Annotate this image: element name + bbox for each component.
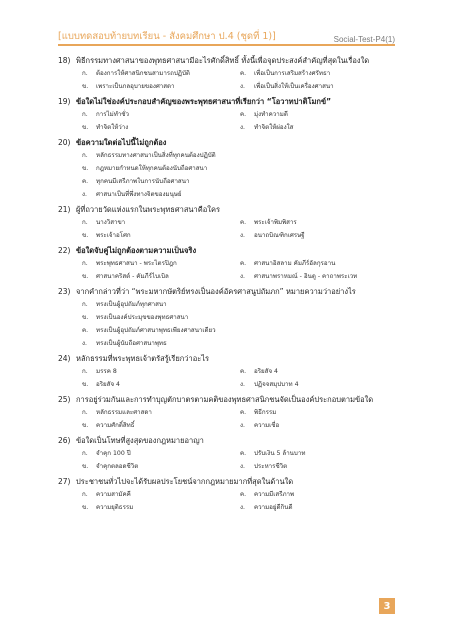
option-letter: ก. [82, 152, 88, 159]
option-letter: ค. [240, 368, 247, 375]
option-text: มรรค 8 [96, 368, 117, 375]
option-text: เพื่อเป็นสิ่งให้เป็นเครื่องศาสนา [254, 83, 334, 90]
answer-option[interactable] [82, 188, 398, 201]
page-header [58, 26, 395, 46]
option-text: นางวิสาขา [96, 219, 126, 226]
option-text: ความอยู่ดีกินดี [254, 504, 293, 511]
option-text: ศาสนาอิสลาม คัมภีร์อัลกุรอาน [254, 260, 336, 267]
question-number: 23) [58, 287, 71, 296]
answer-option[interactable] [240, 460, 398, 473]
option-text: อนาถบิณฑิกเศรษฐี [254, 232, 305, 239]
answer-option[interactable] [82, 229, 240, 242]
option-group [82, 257, 398, 283]
option-letter: ข. [82, 83, 89, 90]
option-text: ศาสนาเป็นที่พึ่งทางจิตของมนุษย์ [96, 191, 182, 198]
question-text: ประชาชนทั่วไปจะได้รับผลประโยชน์จากกฎหมายมากที่สุดในด้านใด [76, 477, 294, 486]
answer-option[interactable] [82, 460, 240, 473]
question-item [58, 285, 398, 350]
option-text: ความศักดิ์สิทธิ์ [96, 422, 135, 429]
option-group [82, 216, 398, 242]
option-text: มุ่งทำความดี [254, 111, 288, 118]
answer-option[interactable] [82, 162, 398, 175]
answer-option[interactable] [82, 270, 240, 283]
option-group [82, 67, 398, 93]
question-text: พิธีกรรมทางศาสนาของพุทธศาสนามีอะไรศักดิ์สิทธิ์ ทั้งนี้เพื่อจุดประสงค์สำคัญที่สุดในเรื่องใด [76, 56, 370, 65]
option-text: พิธีกรรม [254, 409, 277, 416]
answer-option[interactable] [82, 337, 398, 350]
question-item [58, 54, 398, 93]
option-text: ทรงเป็นองค์ประมุขของพุทธศาสนา [96, 314, 189, 321]
answer-option[interactable] [240, 108, 398, 121]
question-number: 26) [58, 436, 71, 445]
option-letter: ค. [82, 178, 89, 185]
question-text: ข้อใดจับคู่ไม่ถูกต้องตามความเป็นจริง [76, 246, 197, 255]
question-line [58, 203, 398, 216]
document-title: [แบบทดสอบท้ายบทเรียน - สังคมศึกษา ป.4 (ชุดที่ 1)] [58, 31, 276, 42]
option-letter: ง. [240, 381, 245, 388]
option-text: ทรงเป็นผู้นับถือศาสนาพุทธ [96, 340, 167, 347]
question-line [58, 136, 398, 149]
option-text: ประหารชีวิต [254, 463, 288, 470]
answer-option[interactable] [82, 419, 240, 432]
option-text: เพื่อเป็นการเสริมสร้างศรัทธา [254, 70, 331, 77]
option-letter: ค. [240, 260, 247, 267]
question-text: ข้อใดไม่ใช่องค์ประกอบสำคัญของพระพุทธศาสนาที่เรียกว่า “โอวาทปาติโมกข์” [76, 97, 332, 106]
option-text: พระเจ้าพิมพิสาร [254, 219, 297, 226]
question-text: จากคำกล่าวที่ว่า “พระมหากษัตริย์ทรงเป็นองค์อัครศาสนูปถัมภก” หมายความว่าอย่างไร [76, 287, 356, 296]
option-group [82, 149, 398, 201]
answer-option[interactable] [240, 121, 398, 134]
option-letter: ง. [240, 83, 245, 90]
question-line [58, 244, 398, 257]
option-text: ทำจิตให้ผ่องใส [254, 124, 294, 131]
option-text: ความมีเสรีภาพ [254, 491, 295, 498]
question-number: 22) [58, 246, 71, 255]
question-list [58, 52, 398, 514]
option-letter: ข. [82, 422, 89, 429]
question-item [58, 475, 398, 514]
option-letter: ค. [240, 219, 247, 226]
question-item [58, 95, 398, 134]
option-letter: ข. [82, 504, 89, 511]
option-letter: ก. [82, 111, 88, 118]
question-number: 20) [58, 138, 71, 147]
answer-option[interactable] [240, 67, 398, 80]
question-line [58, 475, 398, 488]
question-item [58, 203, 398, 242]
option-text: พระเจ้าอโศก [96, 232, 131, 239]
answer-option[interactable] [82, 108, 240, 121]
answer-option[interactable] [240, 488, 398, 501]
option-letter: ง. [240, 422, 245, 429]
option-text: อริยสัจ 4 [254, 368, 278, 375]
document-code: Social-Test-P4(1) [333, 35, 395, 44]
question-line [58, 285, 398, 298]
answer-option[interactable] [82, 311, 398, 324]
question-text: ข้อความใดต่อไปนี้ไม่ถูกต้อง [76, 138, 167, 147]
answer-option[interactable] [82, 257, 240, 270]
option-letter: ข. [82, 232, 89, 239]
option-group [82, 365, 398, 391]
option-text: ความยุติธรรม [96, 504, 134, 511]
page-number: 3 [379, 598, 395, 614]
option-letter: ก. [82, 70, 88, 77]
option-letter: ค. [240, 111, 247, 118]
option-text: ศาสนาคริสต์ - คัมภีร์ไบเบิล [96, 273, 169, 280]
answer-option[interactable] [82, 121, 240, 134]
option-letter: ก. [82, 409, 88, 416]
option-letter: ง. [240, 463, 245, 470]
option-text: ศาสนาพราหมณ์ - ฮินดู - คาถาพระเวท [254, 273, 358, 280]
option-text: การไม่ทำชั่ว [96, 111, 129, 118]
question-item [58, 434, 398, 473]
question-number: 25) [58, 395, 71, 404]
answer-option[interactable] [240, 229, 398, 242]
option-letter: ง. [240, 124, 245, 131]
answer-option[interactable] [240, 501, 398, 514]
answer-option[interactable] [82, 298, 398, 311]
option-text: เพราะเป็นกลอุบายของศาสดา [96, 83, 175, 90]
option-letter: ง. [240, 232, 245, 239]
option-group [82, 298, 398, 350]
question-line [58, 352, 398, 365]
option-letter: ก. [82, 491, 88, 498]
option-letter: ข. [82, 381, 89, 388]
question-line [58, 95, 398, 108]
option-text: ความเชื่อ [254, 422, 280, 429]
question-number: 27) [58, 477, 71, 486]
option-letter: ก. [82, 301, 88, 308]
option-text: อริยสัจ 4 [96, 381, 120, 388]
answer-option[interactable] [82, 447, 240, 460]
option-letter: ข. [82, 273, 89, 280]
option-letter: ง. [82, 340, 87, 347]
option-text: ปรับเงิน 5 ล้านบาท [254, 450, 306, 457]
option-text: ต้องการให้ศาสนิกชนสามารถปฏิบัติ [96, 70, 190, 77]
answer-option[interactable] [82, 501, 240, 514]
option-letter: ค. [82, 327, 89, 334]
answer-option[interactable] [240, 406, 398, 419]
answer-option[interactable] [82, 488, 240, 501]
question-text: ข้อใดเป็นโทษที่สูงสุดของกฎหมายอาญา [76, 436, 204, 445]
answer-option[interactable] [240, 378, 398, 391]
option-letter: ค. [240, 450, 247, 457]
answer-option[interactable] [82, 365, 240, 378]
option-text: จำคุก 100 ปี [96, 450, 131, 457]
question-number: 24) [58, 354, 71, 363]
question-item [58, 244, 398, 283]
option-letter: ก. [82, 450, 88, 457]
question-number: 18) [58, 56, 71, 65]
question-item [58, 393, 398, 432]
option-text: กฎหมายกำหนดให้ทุกคนต้องนับถือศาสนา [96, 165, 208, 172]
option-letter: ค. [240, 491, 247, 498]
option-letter: ข. [82, 124, 89, 131]
question-text: การอยู่ร่วมกันและการทำบุญตักบาตรตามคติของพุทธศาสนิกชนจัดเป็นองค์ประกอบตามข้อใด [76, 395, 374, 404]
option-letter: ข. [82, 165, 89, 172]
option-text: ทรงเป็นผู้อุปถัมภ์ศาสนาพุทธเพียงศาสนาเดียว [96, 327, 216, 334]
option-text: ความสามัคคี [96, 491, 131, 498]
option-text: หลักธรรมและศาสดา [96, 409, 152, 416]
option-letter: ก. [82, 260, 88, 267]
answer-option[interactable] [240, 419, 398, 432]
option-group [82, 108, 398, 134]
option-text: ปฏิจจสมุปบาท 4 [254, 381, 299, 388]
answer-option[interactable] [82, 149, 398, 162]
answer-option[interactable] [240, 257, 398, 270]
answer-option[interactable] [82, 67, 240, 80]
option-letter: ก. [82, 219, 88, 226]
answer-option[interactable] [82, 324, 398, 337]
option-group [82, 488, 398, 514]
option-text: ทรงเป็นผู้อุปถัมภ์ทุกศาสนา [96, 301, 167, 308]
question-text: ผู้ที่ถวายวัดแห่งแรกในพระพุทธศาสนาคือใคร [76, 205, 220, 214]
option-text: หลักธรรมทางศาสนาเป็นสิ่งที่ทุกคนต้องปฏิบัติ [96, 152, 216, 159]
question-text: หลักธรรมที่พระพุทธเจ้าตรัสรู้เรียกว่าอะไร [76, 354, 210, 363]
answer-option[interactable] [240, 216, 398, 229]
option-text: พระพุทธศาสนา - พระไตรปิฎก [96, 260, 177, 267]
option-letter: ง. [82, 191, 87, 198]
answer-option[interactable] [82, 378, 240, 391]
option-text: ทุกคนมีเสรีภาพในการนับถือศาสนา [96, 178, 190, 185]
option-text: ทำจิตให้ว่าง [96, 124, 129, 131]
question-line [58, 393, 398, 406]
answer-option[interactable] [82, 216, 240, 229]
option-letter: ก. [82, 368, 88, 375]
answer-option[interactable] [240, 80, 398, 93]
question-item [58, 136, 398, 201]
option-letter: ค. [240, 409, 247, 416]
answer-option[interactable] [82, 175, 398, 188]
answer-option[interactable] [240, 270, 398, 283]
answer-option[interactable] [240, 365, 398, 378]
option-letter: ง. [240, 273, 245, 280]
question-line [58, 54, 398, 67]
option-text: จำคุกตลอดชีวิต [96, 463, 139, 470]
question-number: 21) [58, 205, 71, 214]
answer-option[interactable] [82, 406, 240, 419]
option-group [82, 406, 398, 432]
question-number: 19) [58, 97, 71, 106]
answer-option[interactable] [240, 447, 398, 460]
option-letter: ข. [82, 314, 89, 321]
question-item [58, 352, 398, 391]
option-letter: ข. [82, 463, 89, 470]
option-group [82, 447, 398, 473]
option-letter: ง. [240, 504, 245, 511]
option-letter: ค. [240, 70, 247, 77]
question-line [58, 434, 398, 447]
answer-option[interactable] [82, 80, 240, 93]
